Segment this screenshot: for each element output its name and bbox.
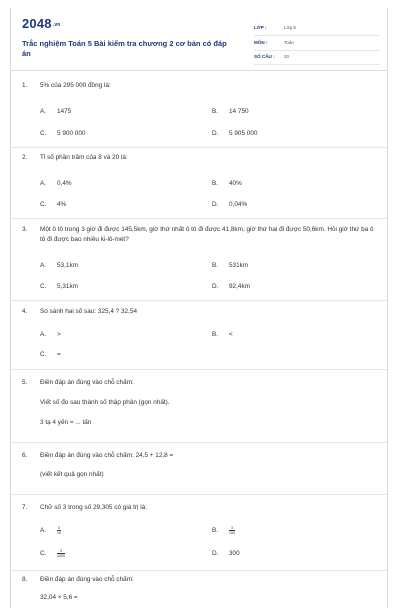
- option-text: 300: [229, 550, 240, 557]
- meta-key: SỐ CÂU :: [254, 54, 275, 59]
- fraction-denominator: 100: [229, 531, 235, 535]
- question-number: 4.: [22, 308, 28, 315]
- question-number: 2.: [22, 154, 28, 161]
- meta-key: LỚP :: [254, 25, 267, 30]
- option-text: 5,31km: [57, 283, 78, 290]
- question-divider: [11, 570, 387, 571]
- option-label: C.: [40, 130, 47, 137]
- option-text: =: [57, 351, 61, 358]
- option-text: 531km: [229, 262, 249, 269]
- question-number: 8.: [22, 576, 28, 583]
- question-text-line: 3 tạ 4 yến = ... tấn: [40, 419, 92, 426]
- option-label: D.: [212, 201, 219, 208]
- meta-value: Toán: [284, 40, 294, 45]
- option-b[interactable]: [212, 330, 233, 340]
- question-text-line: 32,04 × 5,6 =: [40, 594, 78, 601]
- question-divider: [11, 147, 387, 148]
- option-text: 1475: [57, 108, 72, 115]
- option-d[interactable]: [212, 549, 240, 559]
- option-label: B.: [212, 108, 219, 115]
- option-label: D.: [212, 283, 219, 290]
- meta-row-class: [254, 22, 380, 36]
- question-divider: [11, 369, 387, 370]
- question-number: 3.: [22, 226, 28, 233]
- option-label: B.: [212, 262, 219, 269]
- question-stem: So sánh hai số sau: 325,4 ? 32,54: [40, 308, 137, 315]
- option-label: C.: [40, 550, 47, 558]
- question-divider: [11, 218, 387, 219]
- option-a[interactable]: [40, 107, 71, 117]
- option-c[interactable]: [40, 282, 78, 292]
- option-text: <: [229, 331, 233, 338]
- page-title: Trắc nghiệm Toán 5 Bài kiểm tra chương 2 cơ bản có đáp án: [22, 39, 227, 58]
- fraction: [57, 549, 65, 558]
- option-b[interactable]: [212, 261, 248, 271]
- fraction-numerator: 3: [58, 526, 60, 530]
- meta-value: Lớp 5: [284, 25, 296, 30]
- option-label: A.: [40, 180, 47, 187]
- question-divider: [11, 442, 387, 443]
- question-stem: Điền đáp án đúng vào chỗ chấm:: [40, 379, 134, 386]
- option-c[interactable]: [40, 129, 85, 139]
- option-label: C.: [40, 351, 47, 358]
- question-divider: [11, 494, 387, 495]
- option-label: A.: [40, 527, 47, 535]
- option-d[interactable]: [212, 129, 257, 139]
- header-divider: [11, 70, 387, 71]
- logo-text: 2048: [22, 16, 52, 31]
- option-label: C.: [40, 201, 47, 208]
- question-divider: [11, 300, 387, 301]
- option-label: A.: [40, 331, 47, 338]
- question-text-line: (viết kết quả gọn nhất): [40, 471, 104, 478]
- option-text: 0,4%: [57, 180, 72, 187]
- option-text: 0,04%: [229, 201, 248, 208]
- meta-key: MÔN :: [254, 40, 268, 45]
- option-c[interactable]: [40, 200, 66, 210]
- option-a[interactable]: [40, 179, 72, 189]
- option-text: 53,1km: [57, 262, 78, 269]
- question-number: 5.: [22, 379, 28, 386]
- option-d[interactable]: [212, 282, 250, 292]
- question-text-line: Viết số đo sau thành số thập phân (gọn nhất).: [40, 399, 170, 406]
- question-stem: Điền đáp án đúng vào chỗ chấm:: [40, 576, 134, 583]
- fraction-denominator: 1000: [57, 554, 65, 558]
- option-a[interactable]: [40, 330, 61, 340]
- meta-row-count: [254, 51, 380, 65]
- meta-value: 20: [284, 54, 290, 59]
- option-text: 4%: [57, 201, 67, 208]
- option-text: 5 905 000: [229, 130, 258, 137]
- question-stem: Một ô tô trong 3 giờ đi được 145,5km, giờ thứ nhất ô tô đi được 41,8km, giờ thứ hai đi được 50,6km. Hỏi giờ thứ ba ô tô đi được bao nhiêu ki-lô-mét?: [40, 226, 374, 243]
- option-b[interactable]: [212, 526, 235, 536]
- site-logo[interactable]: [22, 16, 61, 31]
- option-label: D.: [212, 130, 219, 137]
- fraction-numerator: 3: [231, 526, 233, 530]
- question-stem: Tỉ số phần trăm của 8 và 20 là:: [40, 154, 128, 161]
- question-number: 7.: [22, 504, 28, 511]
- option-label: B.: [212, 180, 219, 187]
- option-label: A.: [40, 262, 47, 269]
- option-label: A.: [40, 108, 47, 115]
- option-a[interactable]: [40, 526, 61, 536]
- option-d[interactable]: [212, 200, 247, 210]
- option-text: 92,4km: [229, 283, 250, 290]
- option-label: B.: [212, 331, 219, 338]
- option-text: >: [57, 331, 61, 338]
- option-a[interactable]: [40, 261, 78, 271]
- logo-suffix: .vn: [52, 21, 61, 28]
- question-number: 1.: [22, 82, 28, 89]
- option-b[interactable]: [212, 107, 249, 117]
- question-stem: Chữ số 3 trong số 29,305 có giá trị là:: [40, 504, 147, 511]
- option-text: 40%: [229, 180, 242, 187]
- fraction: [229, 526, 235, 535]
- meta-row-subject: [254, 37, 380, 51]
- option-c[interactable]: [40, 549, 65, 559]
- option-text: 14 750: [229, 108, 249, 115]
- option-label: D.: [212, 550, 219, 557]
- question-stem: 5% của 295 000 đồng là:: [40, 82, 111, 89]
- fraction-denominator: 10: [57, 531, 61, 535]
- exam-sheet: [10, 8, 388, 608]
- fraction: [57, 526, 61, 535]
- question-stem: Điền đáp án đúng vào chỗ chấm: 24,5 + 12,8 =: [40, 452, 174, 459]
- question-number: 6.: [22, 452, 28, 459]
- option-text: 5 900 000: [57, 130, 86, 137]
- fraction-numerator: 3: [60, 549, 62, 553]
- option-c[interactable]: [40, 350, 61, 360]
- option-label: C.: [40, 283, 47, 290]
- option-b[interactable]: [212, 179, 242, 189]
- option-label: B.: [212, 527, 219, 535]
